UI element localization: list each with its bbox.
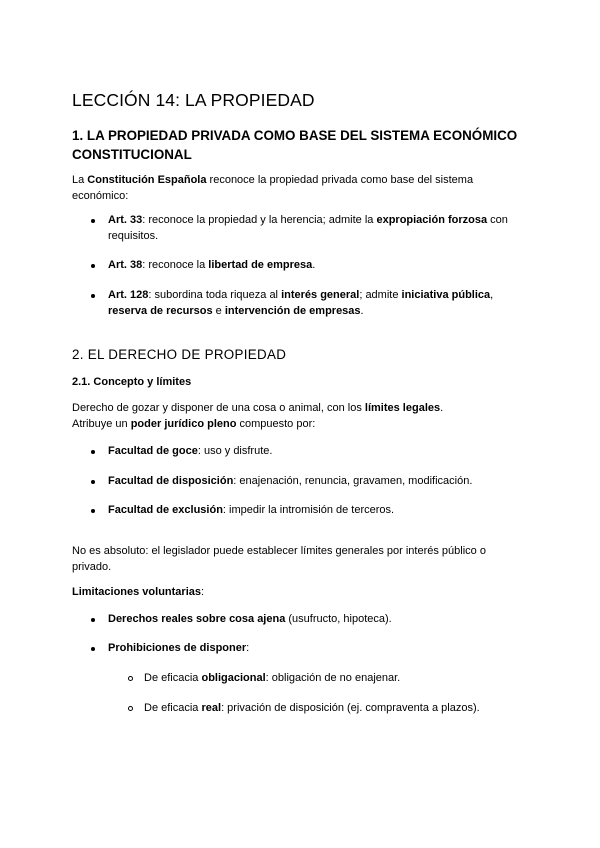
- exclusion-label: Facultad de exclusión: [108, 504, 223, 516]
- obligacional-text: De eficacia: [144, 672, 202, 684]
- obligacional-text-2: : obligación de no enajenar.: [265, 672, 401, 684]
- para1-line2-bold: poder jurídico pleno: [130, 417, 237, 430]
- bullet-icon: [91, 647, 95, 651]
- intro-bold-1: Constitución Española: [87, 174, 207, 186]
- art33-text: : reconoce la propiedad y la herencia; admite la: [142, 214, 377, 226]
- section2-subheading: 2.1. Concepto y límites: [72, 376, 192, 388]
- s2-bullet-disposicion: [108, 474, 472, 490]
- limitations-colon: :: [200, 586, 205, 598]
- art128-text: : subordina toda riqueza al: [148, 289, 282, 301]
- s1-bullet-art33: [108, 213, 508, 244]
- art128-text-4: e: [212, 304, 225, 317]
- art38-bold: libertad de empresa: [208, 259, 313, 271]
- para1-text: Derecho de gozar y disponer de una cosa o animal, con los: [72, 402, 365, 414]
- s1-bullet-art38: [108, 258, 315, 274]
- derechos-label: Derechos reales sobre cosa ajena: [108, 613, 286, 625]
- circle-bullet-icon: [128, 676, 133, 681]
- goce-text: : uso y disfrute.: [197, 445, 273, 457]
- obligacional-bold: obligacional: [201, 672, 266, 684]
- limit-bullet-prohibiciones: [108, 641, 249, 657]
- art33-line2: requisitos.: [108, 229, 159, 242]
- bullet-icon: [91, 294, 95, 298]
- section2-para2: [72, 544, 486, 575]
- section1-intro: [72, 173, 473, 204]
- intro-text-2: reconoce la propiedad privada como base del sistema: [206, 174, 474, 186]
- derechos-text: (usufructo, hipoteca).: [285, 613, 392, 625]
- para1-bold: límites legales: [364, 402, 441, 414]
- limit-bullet-derechos: [108, 612, 392, 628]
- bullet-icon: [91, 509, 95, 513]
- bullet-icon: [91, 450, 95, 454]
- s2-bullet-goce: [108, 444, 272, 460]
- art128-bold: interés general: [281, 289, 360, 301]
- art38-text-2: .: [312, 259, 316, 271]
- art128-bold-3: reserva de recursos: [108, 304, 213, 317]
- bullet-icon: [91, 264, 95, 268]
- page-title: LECCIÓN 14: LA PROPIEDAD: [72, 90, 315, 110]
- art128-label: Art. 128: [108, 289, 149, 301]
- para1-text-2: .: [440, 402, 444, 414]
- sub-bullet-real: [144, 701, 480, 717]
- goce-label: Facultad de goce: [108, 445, 198, 457]
- s1-bullet-art128: [108, 288, 493, 319]
- para2-line1: No es absoluto: el legislador puede establecer límites generales por interés público o: [72, 545, 486, 557]
- art33-text-2: con: [487, 214, 508, 226]
- sub-bullet-obligacional: [144, 671, 400, 687]
- bullet-icon: [91, 219, 95, 223]
- disposicion-text: : enajenación, renuncia, gravamen, modificación.: [233, 475, 473, 487]
- exclusion-text: : impedir la intromisión de terceros.: [222, 504, 395, 516]
- real-bold: real: [201, 702, 222, 714]
- limitations-label: Limitaciones voluntarias: [72, 586, 201, 598]
- art128-bold-4: intervención de empresas: [224, 304, 361, 317]
- section2-heading: 2. EL DERECHO DE PROPIEDAD: [72, 347, 287, 362]
- real-text: De eficacia: [144, 702, 202, 714]
- para2-line2: privado.: [72, 560, 112, 573]
- para1-line2-text: Atribuye un: [72, 417, 131, 430]
- s2-bullet-exclusion: [108, 503, 394, 519]
- bullet-icon: [91, 480, 95, 484]
- prohibiciones-label: Prohibiciones de disponer: [108, 642, 247, 654]
- art128-text-3: ,: [490, 289, 494, 301]
- art33-bold: expropiación forzosa: [376, 214, 488, 226]
- intro-text-1: La: [72, 174, 88, 186]
- circle-bullet-icon: [128, 706, 133, 711]
- prohibiciones-text: :: [246, 642, 250, 654]
- art128-bold-2: iniciativa pública: [401, 289, 491, 301]
- art38-label: Art. 38: [108, 259, 143, 271]
- section2-para1: [72, 401, 443, 432]
- art128-text-2: ; admite: [359, 289, 402, 301]
- real-text-2: : privación de disposición (ej. compraventa a plazos).: [221, 702, 480, 714]
- section1-heading-line2: CONSTITUCIONAL: [72, 147, 192, 162]
- art38-text: : reconoce la: [142, 259, 209, 271]
- section1-heading: [72, 126, 517, 164]
- limitations-heading: [72, 585, 204, 601]
- art128-text-5: .: [360, 304, 364, 317]
- bullet-icon: [91, 618, 95, 622]
- intro-line2: económico:: [72, 189, 129, 202]
- disposicion-label: Facultad de disposición: [108, 475, 234, 487]
- section1-heading-line1: 1. LA PROPIEDAD PRIVADA COMO BASE DEL SISTEMA ECONÓMICO: [72, 128, 518, 143]
- para1-line2-text-2: compuesto por:: [236, 417, 316, 430]
- art33-label: Art. 33: [108, 214, 143, 226]
